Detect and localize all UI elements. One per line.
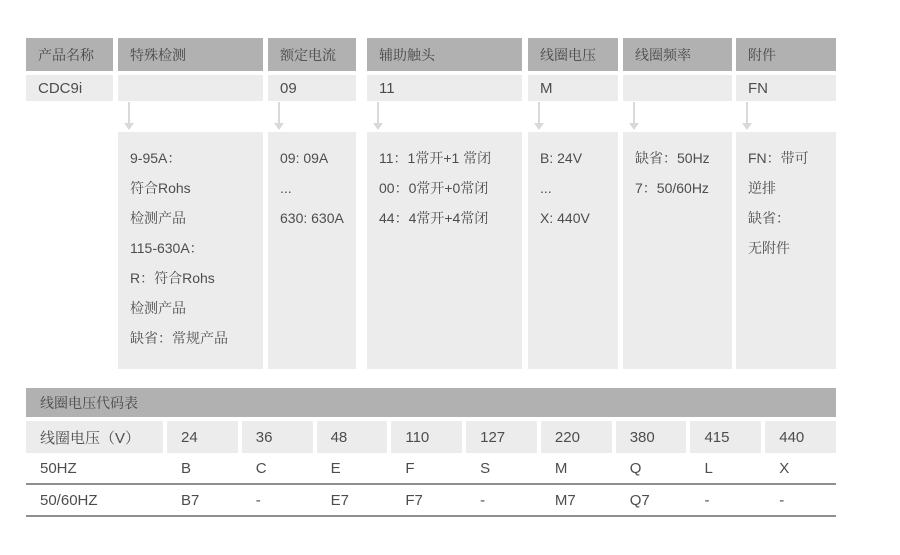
- down-arrow-icon: [274, 123, 284, 130]
- detail-line: 检测产品: [130, 210, 186, 226]
- code-row-50-60hz: [26, 485, 836, 517]
- down-arrow-icon: [746, 102, 748, 123]
- code-cell: F7: [405, 491, 423, 509]
- selector-column-accessory: [736, 38, 836, 369]
- column-details: [26, 132, 113, 369]
- detail-line: 00：0常开+0常闭: [379, 180, 489, 196]
- detail-line: 115-630A：: [130, 240, 204, 256]
- detail-line: 缺省：50Hz: [635, 150, 710, 166]
- product-code-selector: [26, 38, 836, 369]
- down-arrow-icon: [534, 123, 544, 130]
- code-row-50hz: [26, 453, 836, 485]
- voltage-cell: 440: [765, 421, 836, 453]
- detail-line: X: 440V: [540, 210, 590, 226]
- code-cell: B: [181, 459, 192, 477]
- arrow-zone: [528, 101, 618, 132]
- column-details: [736, 132, 836, 369]
- table-title: 线圈电压代码表: [26, 388, 836, 417]
- detail-line: ...: [280, 180, 292, 196]
- code-cell: -: [480, 491, 486, 509]
- down-arrow-icon: [538, 102, 540, 123]
- selector-column-auxiliary-contact: [367, 38, 522, 369]
- down-arrow-icon: [373, 123, 383, 130]
- column-details: [118, 132, 263, 369]
- column-header: 额定电流: [268, 38, 356, 71]
- column-value: CDC9i: [26, 75, 113, 101]
- detail-line: 检测产品: [130, 300, 186, 316]
- detail-line: 缺省：: [748, 210, 790, 226]
- arrow-zone: [268, 101, 356, 132]
- arrow-zone: [26, 101, 113, 132]
- code-cell: -: [255, 491, 261, 509]
- detail-line: 11：1常开+1 常闭: [379, 150, 492, 166]
- row-label: 50HZ: [40, 459, 77, 477]
- voltage-header-row: [26, 421, 836, 453]
- column-value: [118, 75, 263, 101]
- arrow-zone: [736, 101, 836, 132]
- column-value: M: [528, 75, 618, 101]
- down-arrow-icon: [377, 102, 379, 123]
- column-header: 附件: [736, 38, 836, 71]
- voltage-cell: 415: [690, 421, 761, 453]
- detail-line: 缺省：常规产品: [130, 330, 228, 346]
- code-cell: S: [480, 459, 491, 477]
- column-details: [623, 132, 732, 369]
- row-label: 线圈电压（V）: [26, 421, 163, 453]
- code-cell: E: [330, 459, 341, 477]
- arrow-zone: [623, 101, 732, 132]
- arrow-zone: [367, 101, 522, 132]
- detail-line: 7：50/60Hz: [635, 180, 709, 196]
- voltage-cell: 110: [391, 421, 462, 453]
- column-header: 产品名称: [26, 38, 113, 71]
- column-header: 线圈频率: [623, 38, 732, 71]
- code-cell: -: [779, 491, 785, 509]
- arrow-zone: [118, 101, 263, 132]
- row-label: 50/60HZ: [40, 491, 98, 509]
- down-arrow-icon: [742, 123, 752, 130]
- code-cell: M: [554, 459, 568, 477]
- code-cell: X: [779, 459, 790, 477]
- detail-line: FN：带可: [748, 150, 809, 166]
- down-arrow-icon: [128, 102, 130, 123]
- detail-line: 无附件: [748, 240, 790, 256]
- selector-column-coil-voltage: [528, 38, 618, 369]
- column-value: 09: [268, 75, 356, 101]
- voltage-cell: 48: [317, 421, 388, 453]
- code-cell: E7: [330, 491, 349, 509]
- voltage-cell: 220: [541, 421, 612, 453]
- down-arrow-icon: [633, 102, 635, 123]
- selector-column-product-name: [26, 38, 113, 369]
- voltage-code-table: [26, 388, 836, 517]
- code-cell: C: [255, 459, 267, 477]
- column-value: 11: [367, 75, 522, 101]
- column-details: [367, 132, 522, 369]
- detail-line: 符合Rohs: [130, 180, 191, 196]
- code-cell: Q: [629, 459, 642, 477]
- down-arrow-icon: [278, 102, 280, 123]
- column-value: FN: [736, 75, 836, 101]
- code-cell: B7: [181, 491, 200, 509]
- voltage-cell: 36: [242, 421, 313, 453]
- detail-line: 逆排: [748, 180, 776, 196]
- code-cell: M7: [554, 491, 576, 509]
- detail-line: R：符合Rohs: [130, 270, 215, 286]
- selector-column-special-detection: [118, 38, 263, 369]
- detail-line: ...: [540, 180, 552, 196]
- voltage-cell: 127: [466, 421, 537, 453]
- column-header: 辅助触头: [367, 38, 522, 71]
- voltage-cell: 380: [616, 421, 687, 453]
- selector-column-rated-current: [268, 38, 356, 369]
- column-value: [623, 75, 732, 101]
- column-header: 线圈电压: [528, 38, 618, 71]
- code-cell: F: [405, 459, 415, 477]
- down-arrow-icon: [124, 123, 134, 130]
- selector-column-coil-frequency: [623, 38, 732, 369]
- code-cell: Q7: [629, 491, 650, 509]
- column-details: [528, 132, 618, 369]
- detail-line: B: 24V: [540, 150, 583, 166]
- down-arrow-icon: [629, 123, 639, 130]
- detail-line: 44：4常开+4常闭: [379, 210, 489, 226]
- column-header: 特殊检测: [118, 38, 263, 71]
- voltage-cell: 24: [167, 421, 238, 453]
- detail-line: 09: 09A: [280, 150, 329, 166]
- detail-line: 9-95A：: [130, 150, 182, 166]
- column-details: [268, 132, 356, 369]
- detail-line: 630: 630A: [280, 210, 344, 226]
- code-cell: -: [704, 491, 710, 509]
- code-cell: L: [704, 459, 713, 477]
